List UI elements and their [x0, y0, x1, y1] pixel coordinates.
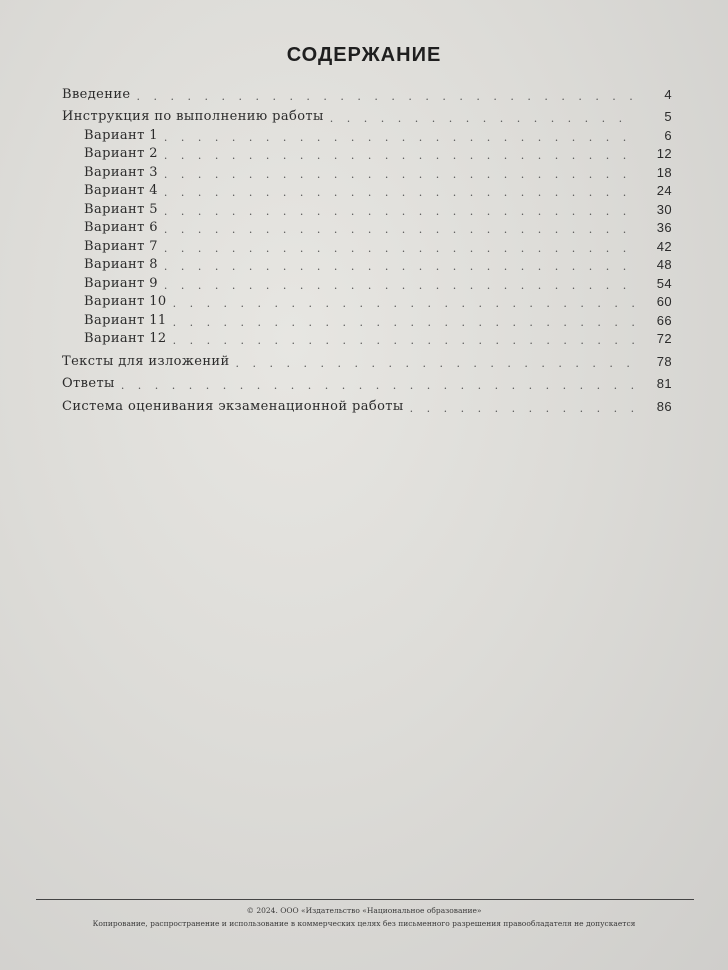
- toc-page-number: 6: [664, 127, 672, 143]
- toc-page-number: 72: [656, 331, 672, 346]
- dot-leader: [164, 261, 636, 272]
- toc-page-number: 42: [656, 238, 672, 254]
- toc-page-number: 5: [664, 109, 672, 124]
- toc-page-number: 78: [656, 353, 672, 369]
- page-title: СОДЕРЖАНИЕ: [286, 44, 442, 66]
- toc-page-number: 60: [656, 294, 672, 309]
- toc-label: Вариант 12: [84, 331, 167, 346]
- toc-label: Вариант 4: [84, 183, 158, 198]
- toc-page-number: 36: [656, 220, 672, 235]
- toc-label: Вариант 10: [84, 294, 167, 309]
- footer-copyright: © 2024. ООО «Издательство «Национальное образование»: [246, 906, 482, 915]
- dot-leader: [164, 224, 636, 235]
- dot-leader: [173, 335, 636, 346]
- dot-leader: [164, 206, 636, 217]
- dot-leader: [236, 358, 636, 369]
- toc-page-number: 81: [656, 376, 672, 391]
- toc-label: Ответы: [62, 376, 115, 391]
- toc-entry-grading-system: [62, 395, 672, 414]
- toc-entry-variant-5: [62, 198, 672, 217]
- dot-leader: [330, 113, 636, 124]
- footer-divider: [36, 899, 694, 900]
- toc-entry-variant-7: [62, 235, 672, 254]
- toc-label: Вариант 7: [84, 238, 158, 254]
- toc-entry-variant-12: [62, 328, 672, 347]
- toc-page-number: 18: [656, 164, 672, 180]
- toc-page-number: 54: [656, 275, 672, 291]
- dot-leader: [137, 91, 637, 102]
- toc-page-number: 12: [656, 146, 672, 161]
- toc-entry-variant-1: [62, 124, 672, 143]
- dot-leader: [121, 380, 636, 391]
- toc-entry-variant-3: [62, 161, 672, 180]
- toc-page-number: 24: [656, 183, 672, 198]
- toc-label: Инструкция по выполнению работы: [62, 109, 324, 124]
- toc-entry-variant-9: [62, 272, 672, 291]
- dot-leader: [164, 132, 636, 143]
- toc-entry-variant-8: [62, 254, 672, 273]
- dot-leader: [173, 298, 636, 309]
- toc-label: Введение: [62, 86, 131, 102]
- toc-page-number: 4: [664, 86, 672, 102]
- dot-leader: [164, 169, 636, 180]
- toc-entry-instructions: [62, 106, 672, 125]
- toc-entry-variant-4: [62, 180, 672, 199]
- toc-label: Вариант 11: [84, 312, 167, 328]
- toc-label: Тексты для изложений: [62, 353, 230, 369]
- toc-page-number: 48: [656, 257, 672, 272]
- toc-label: Вариант 8: [84, 257, 158, 272]
- toc-entry-introduction: [62, 83, 672, 102]
- dot-leader: [173, 317, 636, 328]
- toc-entry-answers: [62, 373, 672, 392]
- dot-leader: [164, 243, 636, 254]
- dot-leader: [410, 403, 636, 414]
- dot-leader: [164, 280, 636, 291]
- toc-entry-variant-6: [62, 217, 672, 236]
- toc-label: Вариант 2: [84, 146, 158, 161]
- toc-label: Вариант 5: [84, 201, 158, 217]
- toc-label: Вариант 3: [84, 164, 158, 180]
- toc-entry-variant-11: [62, 309, 672, 328]
- toc-page-number: 30: [656, 201, 672, 217]
- dot-leader: [164, 150, 636, 161]
- toc-label: Вариант 1: [84, 127, 158, 143]
- toc-page-number: 86: [656, 398, 672, 414]
- toc-label: Вариант 6: [84, 220, 158, 235]
- toc-page-number: 66: [656, 312, 672, 328]
- toc-entry-texts: [62, 350, 672, 369]
- toc-label: Вариант 9: [84, 275, 158, 291]
- footer-legal-notice: Копирование, распространение и использование в коммерческих целях без письменного разрешения правообладателя не допускается: [92, 919, 636, 928]
- toc-label: Система оценивания экзаменационной работы: [62, 398, 404, 414]
- table-of-contents: [62, 83, 672, 414]
- dot-leader: [164, 187, 636, 198]
- toc-entry-variant-2: [62, 143, 672, 162]
- toc-entry-variant-10: [62, 291, 672, 310]
